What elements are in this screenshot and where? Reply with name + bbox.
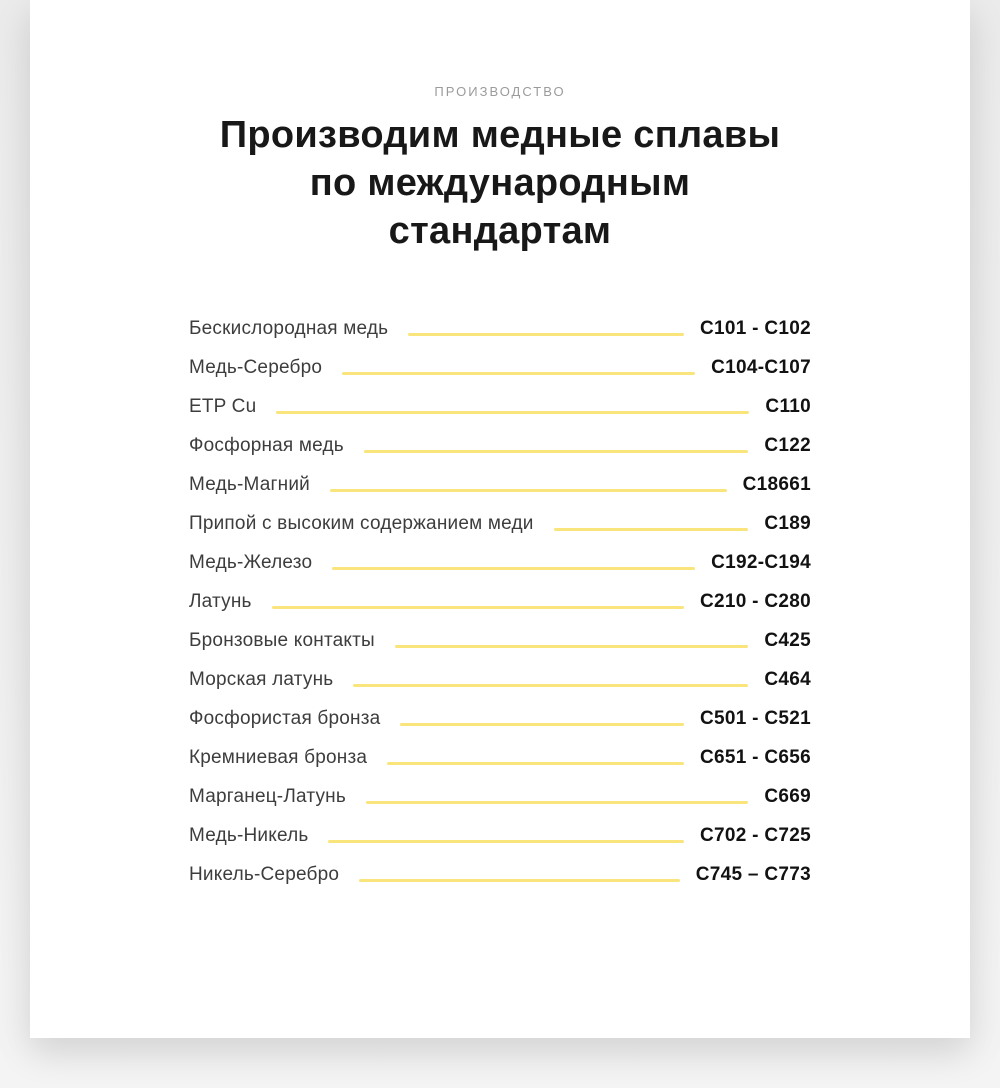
alloy-code: C669 (764, 785, 811, 807)
alloy-code: C210 - C280 (699, 590, 811, 612)
alloy-row (189, 309, 811, 348)
alloy-row (189, 543, 811, 582)
alloy-row (189, 855, 811, 894)
section-eyebrow: ПРОИЗВОДСТВО (434, 84, 566, 99)
alloy-label: Кремниевая бронза (189, 746, 368, 768)
alloy-row (189, 504, 811, 543)
alloy-code: C702 - C725 (699, 824, 811, 846)
alloy-label: Медь-Никель (189, 824, 309, 846)
alloy-code: C189 (764, 512, 811, 534)
alloy-label: Латунь (189, 590, 252, 612)
alloy-code: C122 (764, 434, 811, 456)
alloy-code: C110 (765, 395, 811, 417)
alloy-row (189, 699, 811, 738)
alloy-code: C745 – C773 (695, 863, 811, 885)
alloy-label: Никель-Серебро (189, 863, 340, 885)
alloy-label: Фосфористая бронза (189, 707, 381, 729)
alloy-row (189, 621, 811, 660)
section-title (120, 111, 880, 255)
alloy-row (189, 426, 811, 465)
alloy-code: C651 - C656 (699, 746, 811, 768)
alloy-code: C192-C194 (711, 551, 811, 573)
alloy-row (189, 348, 811, 387)
alloy-row (189, 738, 811, 777)
leader-line (342, 372, 695, 375)
leader-line (332, 567, 695, 570)
alloy-label: Бронзовые контакты (189, 629, 375, 651)
leader-line (554, 528, 749, 531)
alloy-list (189, 309, 811, 894)
alloy-row (189, 816, 811, 855)
alloy-label: Фосфорная медь (189, 434, 344, 456)
alloy-label: Марганец-Латунь (189, 785, 346, 807)
leader-line (364, 450, 748, 453)
leader-line (272, 606, 684, 609)
alloy-label: Медь-Железо (189, 551, 313, 573)
alloy-row (189, 660, 811, 699)
alloy-code: C464 (764, 668, 811, 690)
alloy-label: Припой с высоким содержанием меди (189, 512, 534, 534)
leader-line (330, 489, 727, 492)
alloy-code: C425 (764, 629, 811, 651)
alloy-label: Морская латунь (189, 668, 334, 690)
alloy-code: C18661 (742, 473, 811, 495)
leader-line (408, 333, 684, 336)
leader-line (359, 879, 680, 882)
section-title-line-2: по международным (309, 162, 691, 204)
alloy-label: Медь-Магний (189, 473, 310, 495)
alloy-label: Медь-Серебро (189, 356, 323, 378)
alloy-label: Бескислородная медь (189, 317, 389, 339)
alloy-code: C501 - C521 (699, 707, 811, 729)
section-title-line-3: стандартам (388, 210, 612, 252)
alloy-row (189, 465, 811, 504)
alloy-row (189, 777, 811, 816)
leader-line (353, 684, 748, 687)
alloy-code: C101 - C102 (699, 317, 811, 339)
content-card (30, 0, 970, 1038)
alloy-label: ETP Cu (189, 395, 257, 417)
leader-line (276, 411, 749, 414)
leader-line (395, 645, 748, 648)
leader-line (387, 762, 684, 765)
alloy-row (189, 387, 811, 426)
leader-line (400, 723, 684, 726)
alloy-code: C104-C107 (711, 356, 811, 378)
section-title-line-1: Производим медные сплавы (219, 114, 781, 156)
leader-line (366, 801, 748, 804)
leader-line (328, 840, 683, 843)
alloy-row (189, 582, 811, 621)
